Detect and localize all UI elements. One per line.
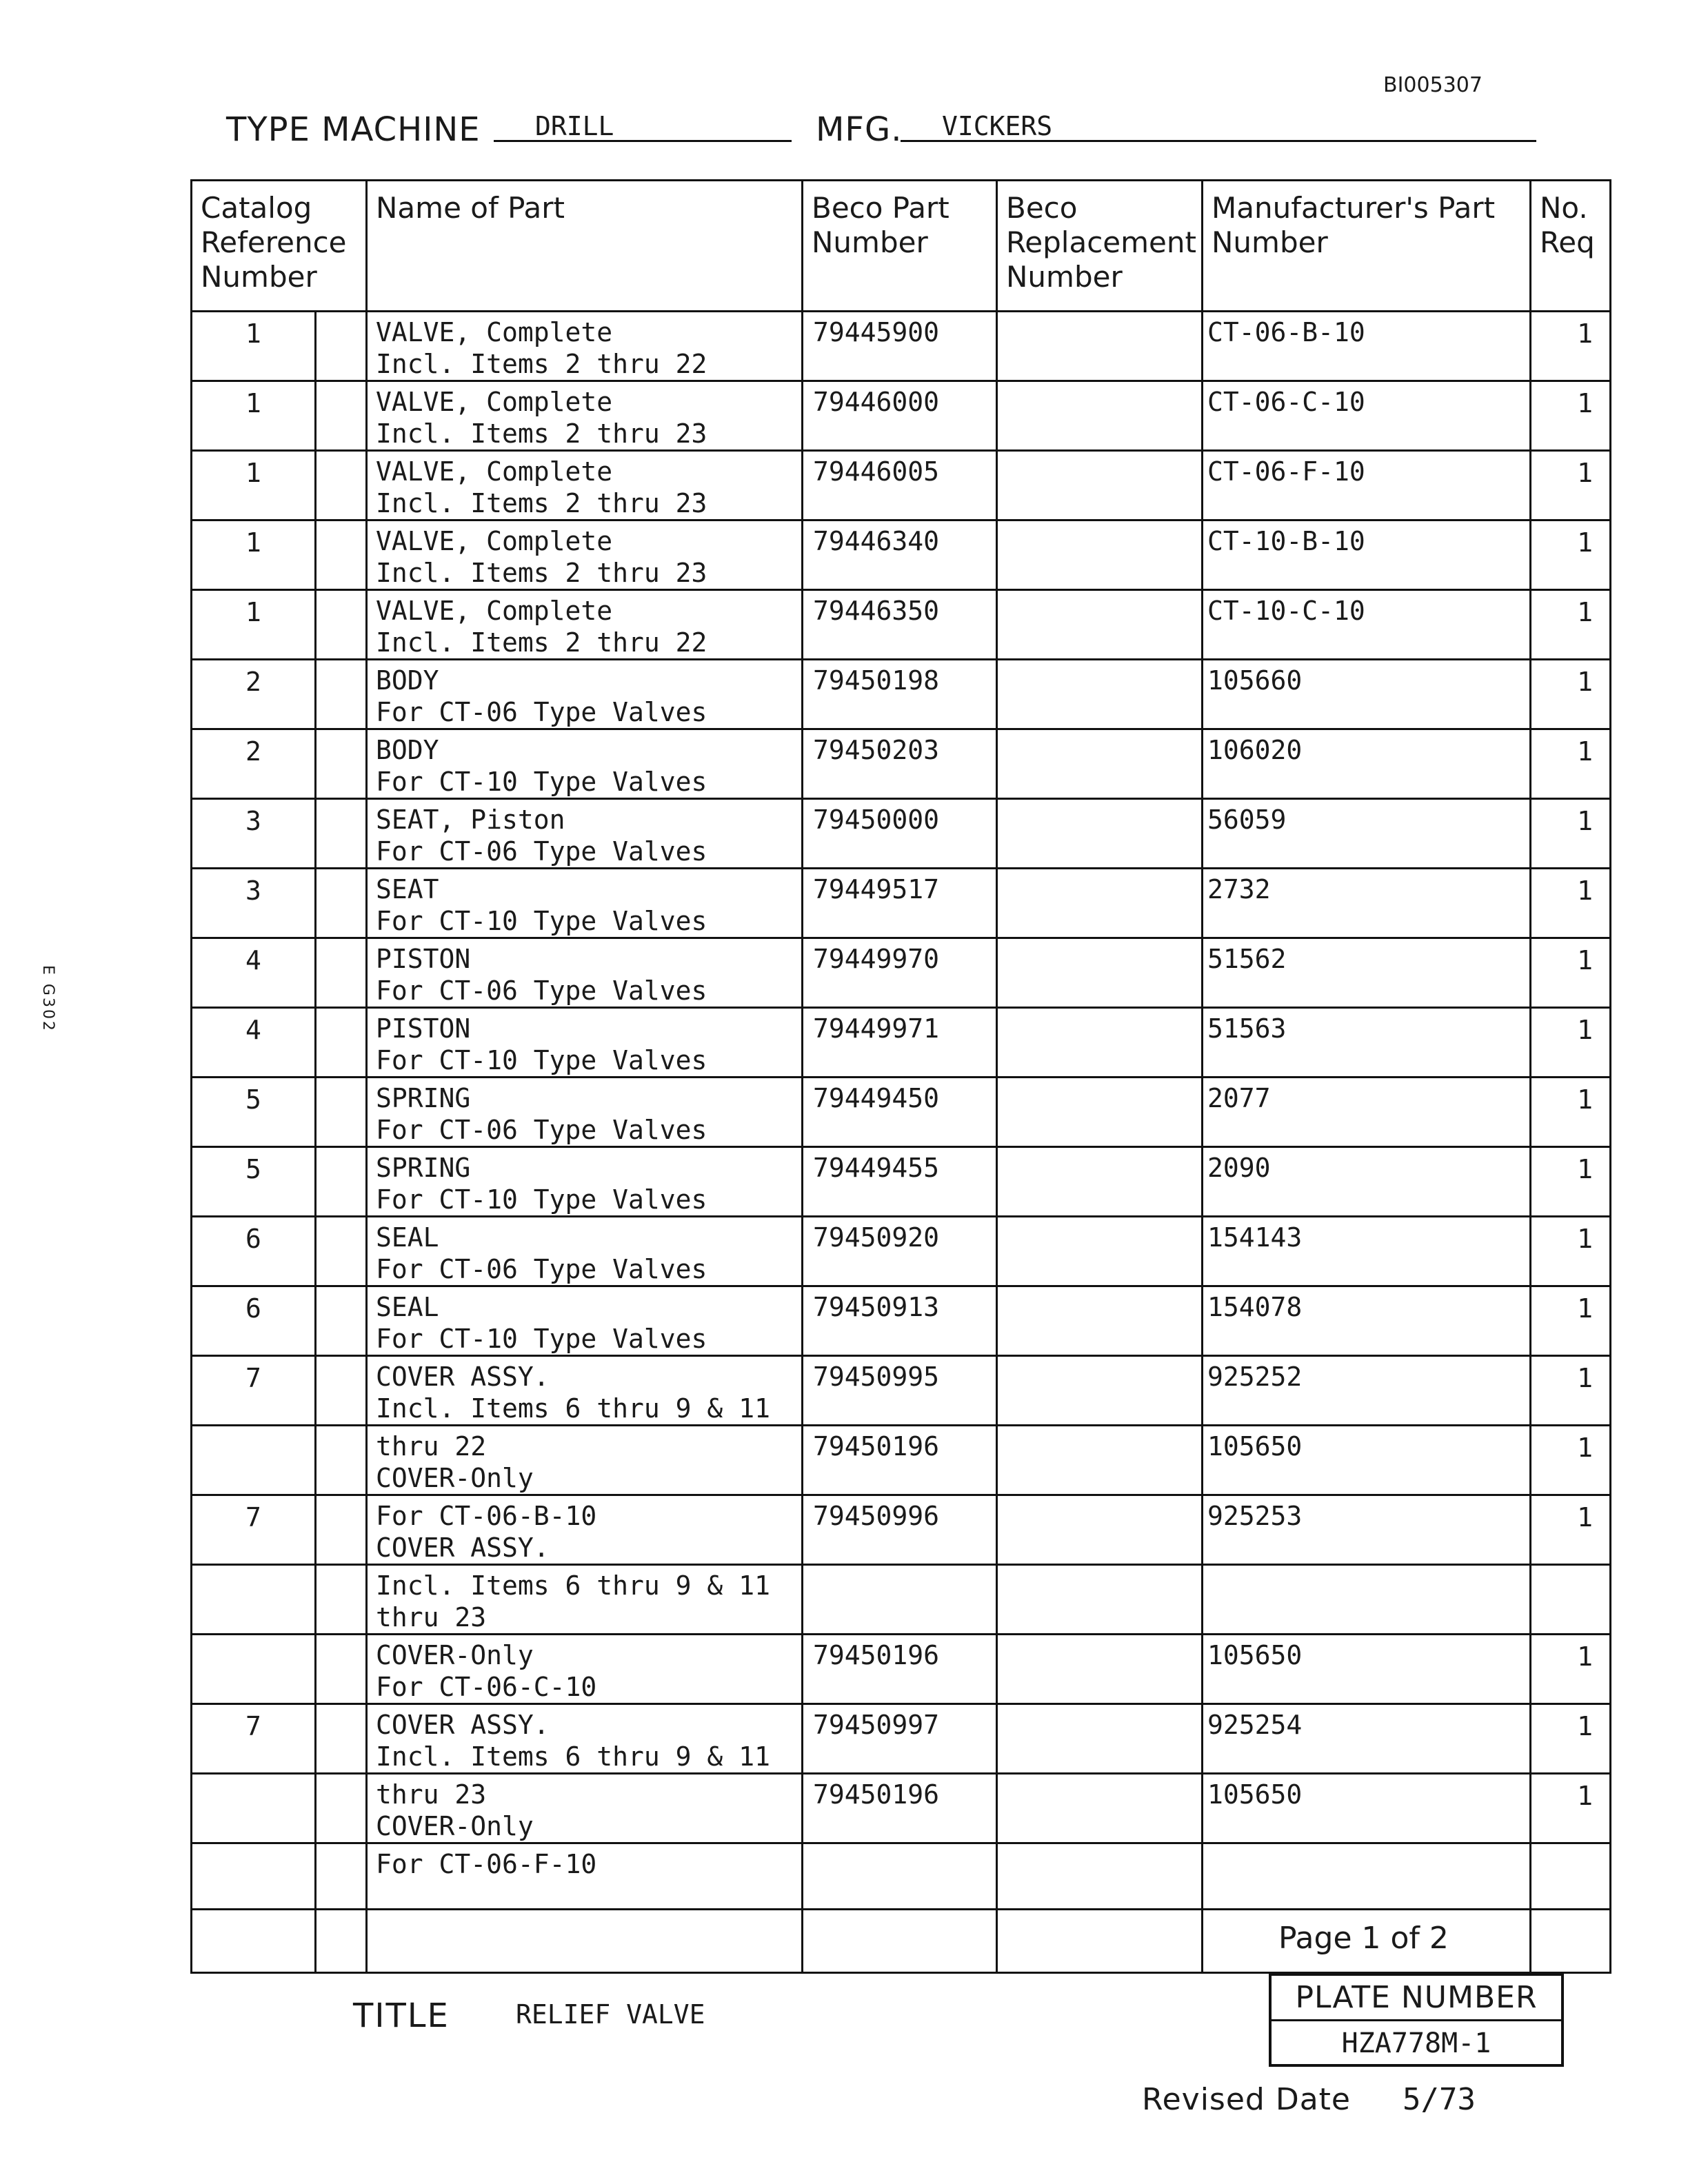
table-row (192, 1774, 1611, 1843)
cell-spacer (316, 1356, 367, 1426)
cell-mfr-part: 2732 (1203, 869, 1531, 938)
cell-mfr-part: 154143 (1203, 1217, 1531, 1286)
cell-beco-replacement (997, 590, 1203, 660)
cell-beco-replacement (997, 1356, 1203, 1426)
cell-qty: 1 (1531, 1286, 1611, 1356)
cell-spacer (316, 451, 367, 520)
cell-beco-replacement (997, 938, 1203, 1008)
cell-beco-replacement (997, 799, 1203, 869)
mfg-label: MFG. (816, 110, 903, 149)
cell-beco-part: 79450913 (803, 1286, 997, 1356)
plate-number-box (1269, 1973, 1564, 2067)
cell-beco-part: 79450920 (803, 1217, 997, 1286)
cell-catalog-ref: 3 (192, 799, 316, 869)
table-row (192, 1565, 1611, 1635)
cell-beco-part: 79449450 (803, 1078, 997, 1147)
plate-number-label: PLATE NUMBER (1272, 1976, 1561, 2021)
type-machine-label: TYPE MACHINE (226, 110, 481, 149)
cell-catalog-ref: 7 (192, 1704, 316, 1774)
cell-part-name: VALVE, Complete Incl. Items 2 thru 22 (367, 590, 803, 660)
table-row (192, 1286, 1611, 1356)
cell-beco-part: 79450198 (803, 660, 997, 729)
cell-catalog-ref: 1 (192, 590, 316, 660)
document-id: BI005307 (1383, 73, 1483, 97)
cell-beco-replacement (997, 1565, 1203, 1635)
cell-spacer (316, 1635, 367, 1704)
parts-body (192, 312, 1611, 1973)
cell-qty: 1 (1531, 1774, 1611, 1843)
mfg-value: VICKERS (901, 110, 1536, 142)
header-catalog-ref: Catalog Reference Number (192, 181, 367, 312)
cell-qty: 1 (1531, 799, 1611, 869)
cell-mfr-part: 105650 (1203, 1635, 1531, 1704)
cell-beco-replacement (997, 869, 1203, 938)
cell-catalog-ref: 2 (192, 660, 316, 729)
cell-mfr-part: 2077 (1203, 1078, 1531, 1147)
cell-mfr-part: CT-10-C-10 (1203, 590, 1531, 660)
cell-beco-replacement (997, 520, 1203, 590)
cell-mfr-part: CT-06-F-10 (1203, 451, 1531, 520)
margin-mark: E G302 (39, 965, 57, 1033)
cell-beco-part: 79450995 (803, 1356, 997, 1426)
cell-spacer (316, 1704, 367, 1774)
cell-qty (1531, 1910, 1611, 1973)
cell-part-name: Incl. Items 6 thru 9 & 11 thru 23 (367, 1565, 803, 1635)
cell-part-name: thru 23 COVER-Only (367, 1774, 803, 1843)
cell-mfr-part: 2090 (1203, 1147, 1531, 1217)
plate-number-value: HZA778M-1 (1341, 2028, 1491, 2059)
table-row (192, 381, 1611, 451)
cell-part-name: BODY For CT-06 Type Valves (367, 660, 803, 729)
cell-beco-part (803, 1910, 997, 1973)
cell-part-name: For CT-06-B-10 COVER ASSY. (367, 1495, 803, 1565)
table-row (192, 520, 1611, 590)
cell-part-name: SEAT, Piston For CT-06 Type Valves (367, 799, 803, 869)
cell-beco-part (803, 1565, 997, 1635)
table-row (192, 1843, 1611, 1910)
cell-catalog-ref: 1 (192, 381, 316, 451)
cell-part-name: VALVE, Complete Incl. Items 2 thru 23 (367, 520, 803, 590)
table-row (192, 451, 1611, 520)
table-row (192, 660, 1611, 729)
cell-part-name: For CT-06-F-10 (367, 1843, 803, 1910)
cell-beco-replacement (997, 1426, 1203, 1495)
cell-beco-part: 79450196 (803, 1774, 997, 1843)
cell-spacer (316, 520, 367, 590)
cell-part-name: PISTON For CT-06 Type Valves (367, 938, 803, 1008)
cell-catalog-ref: 1 (192, 520, 316, 590)
cell-catalog-ref: 5 (192, 1078, 316, 1147)
cell-beco-part: 79450000 (803, 799, 997, 869)
cell-beco-part (803, 1843, 997, 1910)
cell-beco-replacement (997, 1774, 1203, 1843)
cell-spacer (316, 1565, 367, 1635)
cell-qty: 1 (1531, 869, 1611, 938)
cell-mfr-part: 56059 (1203, 799, 1531, 869)
table-row (192, 938, 1611, 1008)
table-row (192, 869, 1611, 938)
cell-beco-part: 79449517 (803, 869, 997, 938)
cell-mfr-part: 51562 (1203, 938, 1531, 1008)
cell-part-name: COVER ASSY. Incl. Items 6 thru 9 & 11 (367, 1356, 803, 1426)
cell-part-name: COVER-Only For CT-06-C-10 (367, 1635, 803, 1704)
cell-spacer (316, 590, 367, 660)
cell-mfr-part (1203, 1843, 1531, 1910)
revised-date-value: 5/73 (1403, 2082, 1476, 2117)
cell-beco-replacement (997, 1078, 1203, 1147)
cell-beco-part: 79450997 (803, 1704, 997, 1774)
cell-catalog-ref (192, 1910, 316, 1973)
cell-spacer (316, 1495, 367, 1565)
cell-catalog-ref (192, 1635, 316, 1704)
cell-beco-part: 79445900 (803, 312, 997, 381)
cell-qty: 1 (1531, 520, 1611, 590)
cell-spacer (316, 1910, 367, 1973)
table-row (192, 1635, 1611, 1704)
cell-mfr-part: CT-06-C-10 (1203, 381, 1531, 451)
cell-spacer (316, 869, 367, 938)
cell-catalog-ref: 6 (192, 1217, 316, 1286)
cell-part-name: SPRING For CT-10 Type Valves (367, 1147, 803, 1217)
cell-mfr-part: 105650 (1203, 1426, 1531, 1495)
cell-mfr-part: 925254 (1203, 1704, 1531, 1774)
cell-spacer (316, 1217, 367, 1286)
cell-mfr-part: 925253 (1203, 1495, 1531, 1565)
cell-mfr-part: 106020 (1203, 729, 1531, 799)
cell-beco-replacement (997, 312, 1203, 381)
cell-qty (1531, 1565, 1611, 1635)
cell-part-name: SEAL For CT-10 Type Valves (367, 1286, 803, 1356)
cell-spacer (316, 799, 367, 869)
table-row (192, 729, 1611, 799)
cell-qty: 1 (1531, 1495, 1611, 1565)
cell-catalog-ref: 4 (192, 1008, 316, 1078)
cell-mfr-part: 51563 (1203, 1008, 1531, 1078)
cell-catalog-ref: 4 (192, 938, 316, 1008)
cell-mfr-part: 925252 (1203, 1356, 1531, 1426)
table-row (192, 799, 1611, 869)
cell-catalog-ref (192, 1426, 316, 1495)
cell-beco-part: 79450203 (803, 729, 997, 799)
table-row (192, 590, 1611, 660)
table-row (192, 1078, 1611, 1147)
cell-beco-replacement (997, 660, 1203, 729)
cell-catalog-ref: 1 (192, 312, 316, 381)
cell-catalog-ref (192, 1774, 316, 1843)
header-name: Name of Part (367, 181, 803, 312)
cell-part-name: VALVE, Complete Incl. Items 2 thru 22 (367, 312, 803, 381)
cell-catalog-ref: 7 (192, 1495, 316, 1565)
cell-part-name: thru 22 COVER-Only (367, 1426, 803, 1495)
cell-beco-replacement (997, 451, 1203, 520)
cell-mfr-part: CT-10-B-10 (1203, 520, 1531, 590)
table-row (192, 1356, 1611, 1426)
cell-catalog-ref: 3 (192, 869, 316, 938)
cell-spacer (316, 381, 367, 451)
table-header-row (192, 181, 1611, 312)
cell-part-name: VALVE, Complete Incl. Items 2 thru 23 (367, 451, 803, 520)
title-label: TITLE (353, 1996, 450, 2035)
cell-spacer (316, 1774, 367, 1843)
cell-beco-replacement (997, 729, 1203, 799)
cell-qty: 1 (1531, 1704, 1611, 1774)
cell-qty: 1 (1531, 729, 1611, 799)
type-machine-value: DRILL (494, 110, 792, 142)
page-info: Page 1 of 2 (1278, 1921, 1449, 1956)
cell-catalog-ref: 6 (192, 1286, 316, 1356)
cell-beco-replacement (997, 1008, 1203, 1078)
cell-qty: 1 (1531, 312, 1611, 381)
header-beco-part: Beco Part Number (803, 181, 997, 312)
cell-beco-part: 79446340 (803, 520, 997, 590)
cell-catalog-ref: 7 (192, 1356, 316, 1426)
cell-beco-replacement (997, 1286, 1203, 1356)
cell-qty: 1 (1531, 1147, 1611, 1217)
title-value: RELIEF VALVE (516, 1999, 705, 2030)
cell-part-name: COVER ASSY. Incl. Items 6 thru 9 & 11 (367, 1704, 803, 1774)
cell-beco-part: 79450196 (803, 1635, 997, 1704)
cell-mfr-part: 105650 (1203, 1774, 1531, 1843)
table-row (192, 1704, 1611, 1774)
cell-beco-replacement (997, 381, 1203, 451)
cell-beco-part: 79446005 (803, 451, 997, 520)
table-row (192, 1147, 1611, 1217)
cell-beco-part: 79449455 (803, 1147, 997, 1217)
header-line (226, 110, 1536, 152)
cell-qty (1531, 1843, 1611, 1910)
cell-mfr-part: 105660 (1203, 660, 1531, 729)
cell-catalog-ref (192, 1565, 316, 1635)
parts-table (190, 179, 1611, 1974)
cell-qty: 1 (1531, 1426, 1611, 1495)
header-qty: No. Req (1531, 181, 1611, 312)
header-mfr-part: Manufacturer's Part Number (1203, 181, 1531, 312)
cell-mfr-part: 154078 (1203, 1286, 1531, 1356)
table-row (192, 1426, 1611, 1495)
cell-spacer (316, 1843, 367, 1910)
cell-spacer (316, 1147, 367, 1217)
cell-part-name: PISTON For CT-10 Type Valves (367, 1008, 803, 1078)
cell-catalog-ref: 5 (192, 1147, 316, 1217)
cell-qty: 1 (1531, 1008, 1611, 1078)
cell-spacer (316, 1286, 367, 1356)
header-beco-replacement: Beco Replacement Number (997, 181, 1203, 312)
table-row (192, 1008, 1611, 1078)
cell-qty: 1 (1531, 590, 1611, 660)
cell-qty: 1 (1531, 381, 1611, 451)
cell-beco-replacement (997, 1704, 1203, 1774)
table-row (192, 1217, 1611, 1286)
cell-part-name: SEAL For CT-06 Type Valves (367, 1217, 803, 1286)
cell-beco-replacement (997, 1843, 1203, 1910)
cell-catalog-ref: 1 (192, 451, 316, 520)
cell-part-name (367, 1910, 803, 1973)
cell-spacer (316, 312, 367, 381)
cell-qty: 1 (1531, 1635, 1611, 1704)
cell-beco-part: 79446000 (803, 381, 997, 451)
table-row (192, 1495, 1611, 1565)
cell-beco-part: 79446350 (803, 590, 997, 660)
cell-spacer (316, 1008, 367, 1078)
cell-qty: 1 (1531, 1217, 1611, 1286)
cell-beco-part: 79449971 (803, 1008, 997, 1078)
cell-spacer (316, 1078, 367, 1147)
cell-qty: 1 (1531, 660, 1611, 729)
cell-beco-replacement (997, 1635, 1203, 1704)
cell-mfr-part (1203, 1565, 1531, 1635)
cell-spacer (316, 1426, 367, 1495)
cell-qty: 1 (1531, 1078, 1611, 1147)
cell-beco-part: 79450996 (803, 1495, 997, 1565)
cell-part-name: VALVE, Complete Incl. Items 2 thru 23 (367, 381, 803, 451)
cell-beco-replacement (997, 1217, 1203, 1286)
cell-spacer (316, 729, 367, 799)
cell-beco-replacement (997, 1147, 1203, 1217)
cell-spacer (316, 660, 367, 729)
cell-beco-part: 79450196 (803, 1426, 997, 1495)
cell-beco-part: 79449970 (803, 938, 997, 1008)
cell-part-name: SEAT For CT-10 Type Valves (367, 869, 803, 938)
cell-beco-replacement (997, 1495, 1203, 1565)
cell-spacer (316, 938, 367, 1008)
revised-date-label: Revised Date (1142, 2082, 1352, 2117)
cell-part-name: SPRING For CT-06 Type Valves (367, 1078, 803, 1147)
cell-qty: 1 (1531, 1356, 1611, 1426)
cell-mfr-part: CT-06-B-10 (1203, 312, 1531, 381)
cell-part-name: BODY For CT-10 Type Valves (367, 729, 803, 799)
table-row (192, 312, 1611, 381)
cell-catalog-ref: 2 (192, 729, 316, 799)
cell-qty: 1 (1531, 938, 1611, 1008)
cell-qty: 1 (1531, 451, 1611, 520)
cell-beco-replacement (997, 1910, 1203, 1973)
cell-catalog-ref (192, 1843, 316, 1910)
